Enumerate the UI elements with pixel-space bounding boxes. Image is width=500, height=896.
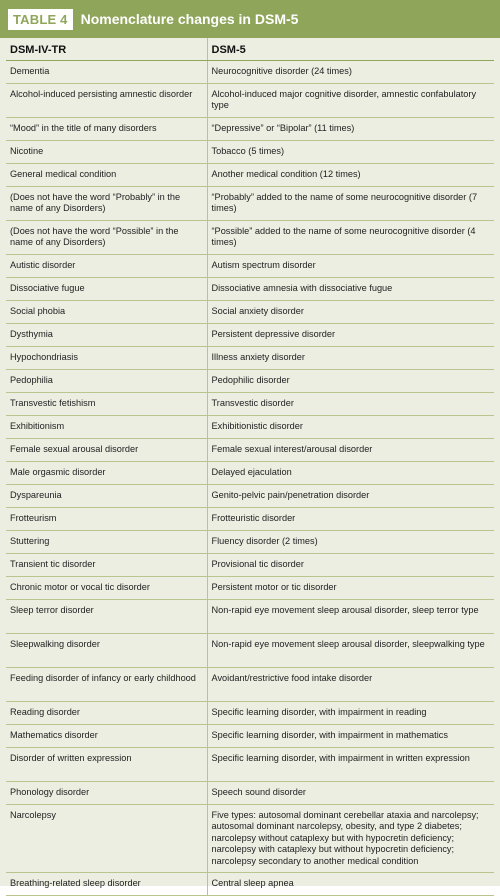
table-row (6, 416, 494, 439)
old-term-cell: Reading disorder (6, 702, 207, 725)
table-row (6, 462, 494, 485)
table-row (6, 301, 494, 324)
table-row (6, 805, 494, 873)
table-title: Nomenclature changes in DSM-5 (80, 11, 299, 27)
old-term-cell: Mathematics disorder (6, 725, 207, 748)
table-row (6, 439, 494, 462)
table-row (6, 634, 494, 668)
new-term-cell: Frotteuristic disorder (207, 508, 494, 531)
new-term-cell: “Depressive” or “Bipolar” (11 times) (207, 118, 494, 141)
column-header-dsm-iv-tr: DSM-IV-TR (6, 38, 207, 61)
old-term-cell: Narcolepsy (6, 805, 207, 873)
title-bar (0, 0, 500, 38)
new-term-cell: Persistent depressive disorder (207, 324, 494, 347)
old-term-cell: Autistic disorder (6, 255, 207, 278)
header-row (6, 38, 494, 61)
table-number-badge: TABLE 4 (8, 9, 73, 30)
table-row (6, 577, 494, 600)
table-row (6, 118, 494, 141)
table-row (6, 347, 494, 370)
table-row (6, 61, 494, 84)
table-row (6, 600, 494, 634)
new-term-cell: Genito-pelvic pain/penetration disorder (207, 485, 494, 508)
new-term-cell: Neurocognitive disorder (24 times) (207, 61, 494, 84)
old-term-cell: Transient tic disorder (6, 554, 207, 577)
old-term-cell: Female sexual arousal disorder (6, 439, 207, 462)
old-term-cell: Stuttering (6, 531, 207, 554)
old-term-cell: (Does not have the word “Probably” in the name of any Disorders) (6, 187, 207, 221)
table-row (6, 370, 494, 393)
old-term-cell: Dissociative fugue (6, 278, 207, 301)
new-term-cell: Specific learning disorder, with impairment in reading (207, 702, 494, 725)
new-term-cell: Provisional tic disorder (207, 554, 494, 577)
new-term-cell: Central sleep apnea (207, 873, 494, 896)
old-term-cell: Dementia (6, 61, 207, 84)
table-row (6, 782, 494, 805)
new-term-cell: Social anxiety disorder (207, 301, 494, 324)
new-term-cell: “Possible” added to the name of some neurocognitive disorder (4 times) (207, 221, 494, 255)
table-row (6, 531, 494, 554)
table-row (6, 84, 494, 118)
new-term-cell: Autism spectrum disorder (207, 255, 494, 278)
old-term-cell: Disorder of written expression (6, 748, 207, 782)
column-header-dsm-5: DSM-5 (207, 38, 494, 61)
table-row (6, 508, 494, 531)
table-row (6, 485, 494, 508)
table-row (6, 278, 494, 301)
new-term-cell: Illness anxiety disorder (207, 347, 494, 370)
new-term-cell: Alcohol-induced major cognitive disorder, amnestic confabulatory type (207, 84, 494, 118)
new-term-cell: Five types: autosomal dominant cerebellar ataxia and narcolepsy; autosomal dominant narcolepsy, obesity, and type 2 diabetes; narcolepsy without cataplexy but with hypocretin deficiency; narcolepsy with cataplexy but without hypocretin deficiency; narcolepsy secondary to another medical condition (207, 805, 494, 873)
old-term-cell: Alcohol-induced persisting amnestic disorder (6, 84, 207, 118)
table-row (6, 187, 494, 221)
nomenclature-table (6, 38, 494, 896)
table-row (6, 393, 494, 416)
new-term-cell: Exhibitionistic disorder (207, 416, 494, 439)
old-term-cell: Nicotine (6, 141, 207, 164)
old-term-cell: “Mood” in the title of many disorders (6, 118, 207, 141)
table-row (6, 702, 494, 725)
table-row (6, 725, 494, 748)
new-term-cell: Specific learning disorder, with impairment in written expression (207, 748, 494, 782)
table-row (6, 748, 494, 782)
table-row (6, 141, 494, 164)
new-term-cell: Delayed ejaculation (207, 462, 494, 485)
old-term-cell: Chronic motor or vocal tic disorder (6, 577, 207, 600)
old-term-cell: Hypochondriasis (6, 347, 207, 370)
table-row (6, 164, 494, 187)
new-term-cell: Non-rapid eye movement sleep arousal disorder, sleepwalking type (207, 634, 494, 668)
new-term-cell: Speech sound disorder (207, 782, 494, 805)
table-row (6, 324, 494, 347)
old-term-cell: Pedophilia (6, 370, 207, 393)
old-term-cell: Sleep terror disorder (6, 600, 207, 634)
new-term-cell: Non-rapid eye movement sleep arousal disorder, sleep terror type (207, 600, 494, 634)
old-term-cell: Frotteurism (6, 508, 207, 531)
new-term-cell: Transvestic disorder (207, 393, 494, 416)
old-term-cell: Transvestic fetishism (6, 393, 207, 416)
new-term-cell: Avoidant/restrictive food intake disorder (207, 668, 494, 702)
old-term-cell: Phonology disorder (6, 782, 207, 805)
table-row (6, 221, 494, 255)
new-term-cell: Tobacco (5 times) (207, 141, 494, 164)
old-term-cell: Exhibitionism (6, 416, 207, 439)
new-term-cell: Another medical condition (12 times) (207, 164, 494, 187)
new-term-cell: Persistent motor or tic disorder (207, 577, 494, 600)
old-term-cell: (Does not have the word “Possible” in the name of any Disorders) (6, 221, 207, 255)
old-term-cell: Sleepwalking disorder (6, 634, 207, 668)
old-term-cell: General medical condition (6, 164, 207, 187)
new-term-cell: Specific learning disorder, with impairment in mathematics (207, 725, 494, 748)
new-term-cell: Female sexual interest/arousal disorder (207, 439, 494, 462)
table-row (6, 668, 494, 702)
old-term-cell: Feeding disorder of infancy or early childhood (6, 668, 207, 702)
old-term-cell: Male orgasmic disorder (6, 462, 207, 485)
new-term-cell: Fluency disorder (2 times) (207, 531, 494, 554)
old-term-cell: Breathing-related sleep disorder (6, 873, 207, 896)
old-term-cell: Dysthymia (6, 324, 207, 347)
table-row (6, 873, 494, 896)
table-row (6, 554, 494, 577)
new-term-cell: Dissociative amnesia with dissociative fugue (207, 278, 494, 301)
old-term-cell: Dyspareunia (6, 485, 207, 508)
new-term-cell: “Probably” added to the name of some neurocognitive disorder (7 times) (207, 187, 494, 221)
new-term-cell: Pedophilic disorder (207, 370, 494, 393)
table-row (6, 255, 494, 278)
old-term-cell: Social phobia (6, 301, 207, 324)
